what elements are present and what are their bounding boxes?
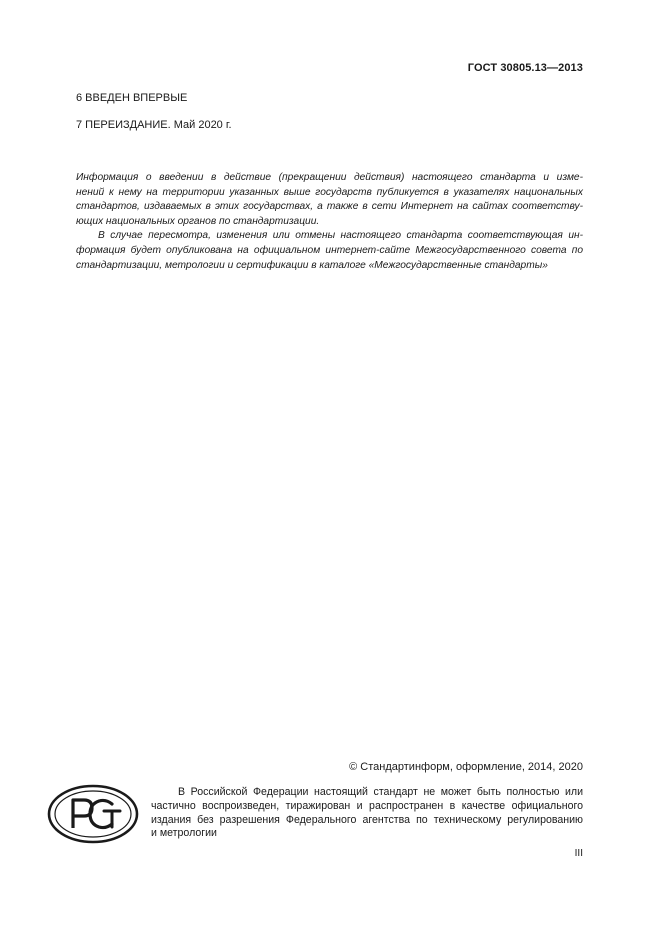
section-item-6: 6 ВВЕДЕН ВПЕРВЫЕ	[76, 92, 188, 104]
info-line: В случае пересмотра, изменения или отмены настоящего стандарта соответствующая ин-	[98, 230, 583, 242]
legal-notice	[151, 786, 583, 841]
copyright-notice: © Стандартинформ, оформление, 2014, 2020	[349, 761, 583, 773]
gost-r-logo-icon	[46, 783, 140, 845]
logo-text: РСТ	[46, 783, 48, 784]
info-line: Информация о введении в действие (прекращении действия) настоящего стандарта и изме-	[76, 172, 583, 183]
page-number: III	[574, 848, 583, 859]
legal-line: В Российской Федерации настоящий стандарт не может быть полностью или	[178, 786, 583, 798]
info-block	[76, 171, 583, 273]
legal-line: и метрологии	[151, 827, 217, 840]
info-line: стандартов, издаваемых в этих государствах, а также в сети Интернет на сайтах соответству-	[76, 201, 583, 213]
legal-line: издания без разрешения Федерального агентства по техническому регулированию	[151, 813, 583, 826]
legal-line: частично воспроизведен, тиражирован и распространен в качестве официального	[151, 799, 583, 812]
info-line: нений к нему на территории указанных выше государств публикуется в указателях национальных	[76, 186, 583, 198]
info-line: формация будет опубликована на официальном интернет-сайте Межгосударственного совета по	[76, 244, 583, 256]
info-line: ющих национальных органов по стандартизации.	[76, 215, 320, 227]
info-paragraph-2	[76, 229, 583, 273]
section-item-7: 7 ПЕРЕИЗДАНИЕ. Май 2020 г.	[76, 119, 232, 131]
standard-code: ГОСТ 30805.13—2013	[467, 62, 583, 74]
info-paragraph-1	[76, 171, 583, 229]
info-line: стандартизации, метрологии и сертификации в каталоге «Межгосударственные стандарты»	[76, 259, 548, 271]
